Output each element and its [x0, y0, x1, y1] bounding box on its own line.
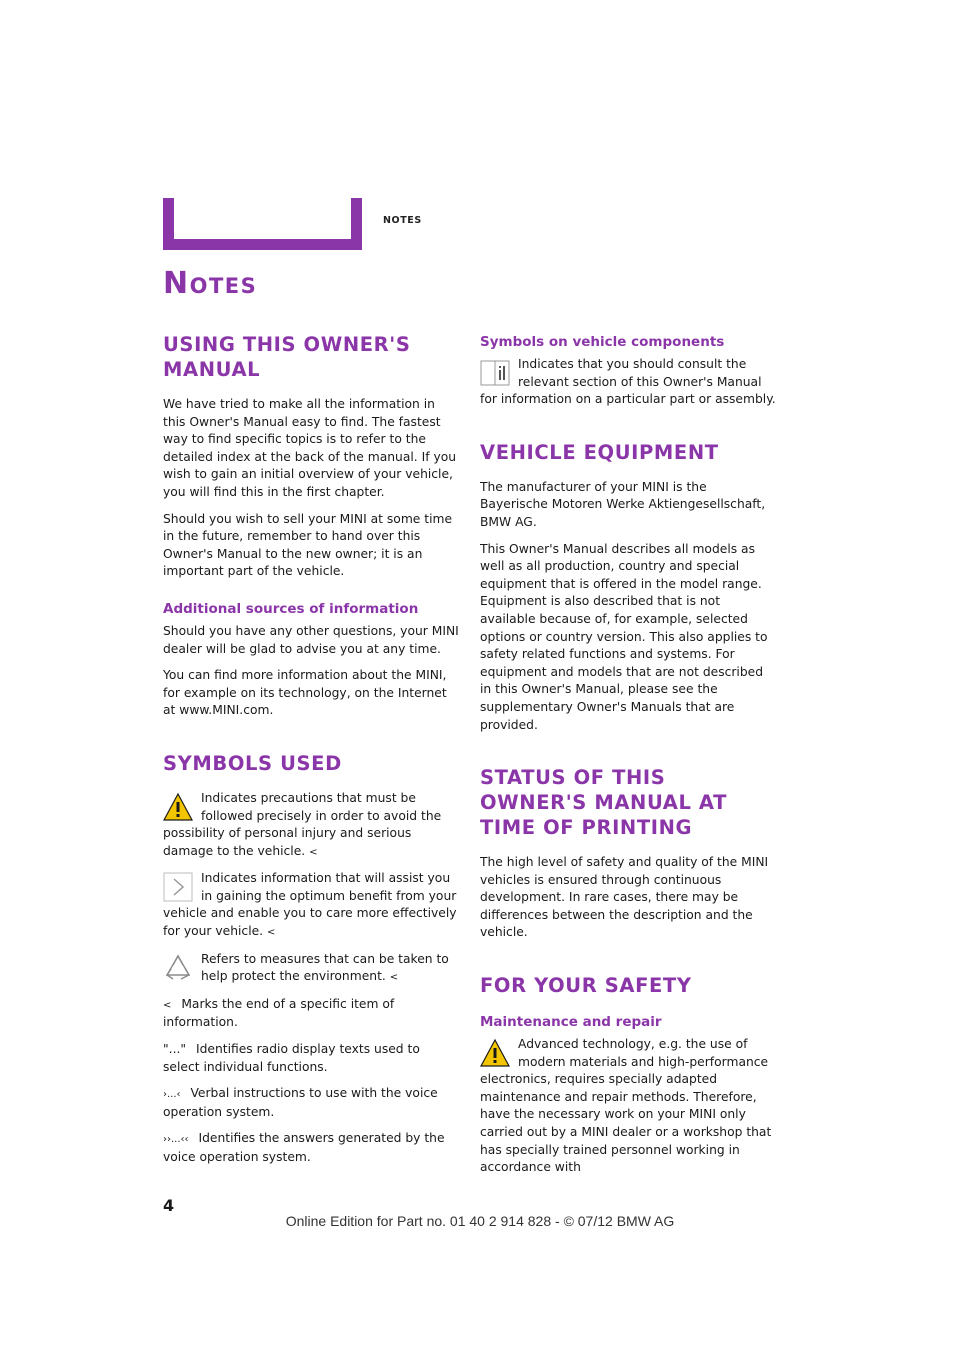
- paragraph: This Owner's Manual describes all models as well as all production, country and special equipment that is offered in the model range. Equipment is also described that is not available because of, for example, selected options or country version. This also applies to safety related functions and systems. For equipment and models that are not described in this Owner's Manual, please see the supplementary Owner's Manuals that are provided.: [480, 541, 768, 732]
- display-text-entry: [163, 1041, 459, 1076]
- paragraph: We have tried to make all the information in this Owner's Manual easy to find. The fastest way to find specific topics is to refer to the detailed index at the back of the manual. If you wish to gain an initial overview of your vehicle, you will find this in the first chapter.: [163, 397, 457, 499]
- heading-safety: FOR YOUR SAFETY: [480, 974, 692, 998]
- tip-text: Indicates information that will assist you in gaining the optimum benefit from your vehicle and enable you to care more effectively for your vehicle.: [163, 871, 457, 939]
- paragraph: You can find more information about the MINI, for example on its technology, on the Internet at www.MINI.com.: [163, 668, 447, 718]
- recycle-icon: [163, 953, 193, 983]
- voice-text: Verbal instructions to use with the voice operation system.: [163, 1086, 438, 1119]
- end-marker-entry: [163, 996, 459, 1032]
- voice-symbol: ›...‹: [163, 1089, 181, 1101]
- end-marker-text: Marks the end of a specific item of information.: [163, 996, 395, 1030]
- heading-using-manual: USING THIS OWNER'S MANUAL: [163, 333, 411, 381]
- tip-symbol-entry: [163, 870, 459, 941]
- paragraph: The manufacturer of your MINI is the Bayerische Motoren Werke Aktiengesellschaft, BMW AG.: [480, 479, 766, 529]
- left-column: [163, 332, 459, 1176]
- heading-symbols-used: SYMBOLS USED: [163, 751, 342, 775]
- chapter-tab-marker: [163, 198, 362, 250]
- component-symbol-entry: [480, 356, 776, 409]
- right-column: [480, 332, 776, 1186]
- environment-symbol-entry: [163, 951, 459, 987]
- paragraph: Should you have any other questions, your MINI dealer will be glad to advise you at any time.: [163, 623, 459, 656]
- environment-text: Refers to measures that can be taken to help protect the environment.: [201, 951, 449, 984]
- page-title: Notes: [163, 266, 258, 301]
- display-symbol: "...": [163, 1042, 187, 1057]
- page-number: 4: [163, 1196, 175, 1215]
- voice-answer-entry: [163, 1130, 459, 1166]
- tip-arrow-icon: [163, 872, 193, 902]
- footer-edition-note: Online Edition for Part no. 01 40 2 914 828 - © 07/12 BMW AG: [285, 1213, 675, 1229]
- heading-symbols-components: Symbols on vehicle components: [480, 334, 725, 350]
- heading-vehicle-equipment: VEHICLE EQUIPMENT: [480, 440, 719, 464]
- end-marker: <: [267, 927, 276, 939]
- heading-additional-sources: Additional sources of information: [163, 600, 419, 617]
- maintenance-text: Advanced technology, e.g. the use of modern materials and high-performance electronics, requires specially adapted maintenance and repair methods. Therefore, have the necessary work on your MINI only carried out by a MINI dealer or a workshop that has specially trained personnel working in accordance with: [480, 1037, 772, 1175]
- warning-triangle-icon: [163, 792, 193, 822]
- manual-book-icon: [480, 358, 510, 388]
- paragraph: Should you wish to sell your MINI at some time in the future, remember to hand over this Owner's Manual to the new owner; it is an important part of the vehicle.: [163, 511, 453, 579]
- warning-text: Indicates precautions that must be followed precisely in order to avoid the possibility of personal injury and serious damage to the vehicle.: [163, 790, 442, 858]
- maintenance-warning-entry: [480, 1036, 776, 1177]
- paragraph: The high level of safety and quality of the MINI vehicles is ensured through continuous development. In rare cases, there may be differences between the description and the vehicle.: [480, 855, 769, 940]
- answer-symbol: ››...‹‹: [163, 1134, 189, 1146]
- warning-triangle-icon: [480, 1038, 510, 1068]
- end-marker-symbol: <: [163, 999, 172, 1011]
- heading-maintenance: Maintenance and repair: [480, 1014, 662, 1031]
- warning-symbol-entry: [163, 790, 459, 861]
- component-symbol-text: Indicates that you should consult the relevant section of this Owner's Manual for information on a particular part or assembly.: [480, 357, 776, 407]
- display-text: Identifies radio display texts used to select individual functions.: [163, 1042, 420, 1074]
- running-head: NOTES: [383, 215, 422, 226]
- heading-status: STATUS OF THIS OWNER'S MANUAL AT TIME OF PRINTING: [480, 766, 727, 840]
- answer-text: Identifies the answers generated by the voice operation system.: [163, 1131, 445, 1164]
- end-marker: <: [389, 972, 399, 984]
- end-marker: <: [309, 846, 318, 858]
- voice-instruction-entry: [163, 1085, 459, 1121]
